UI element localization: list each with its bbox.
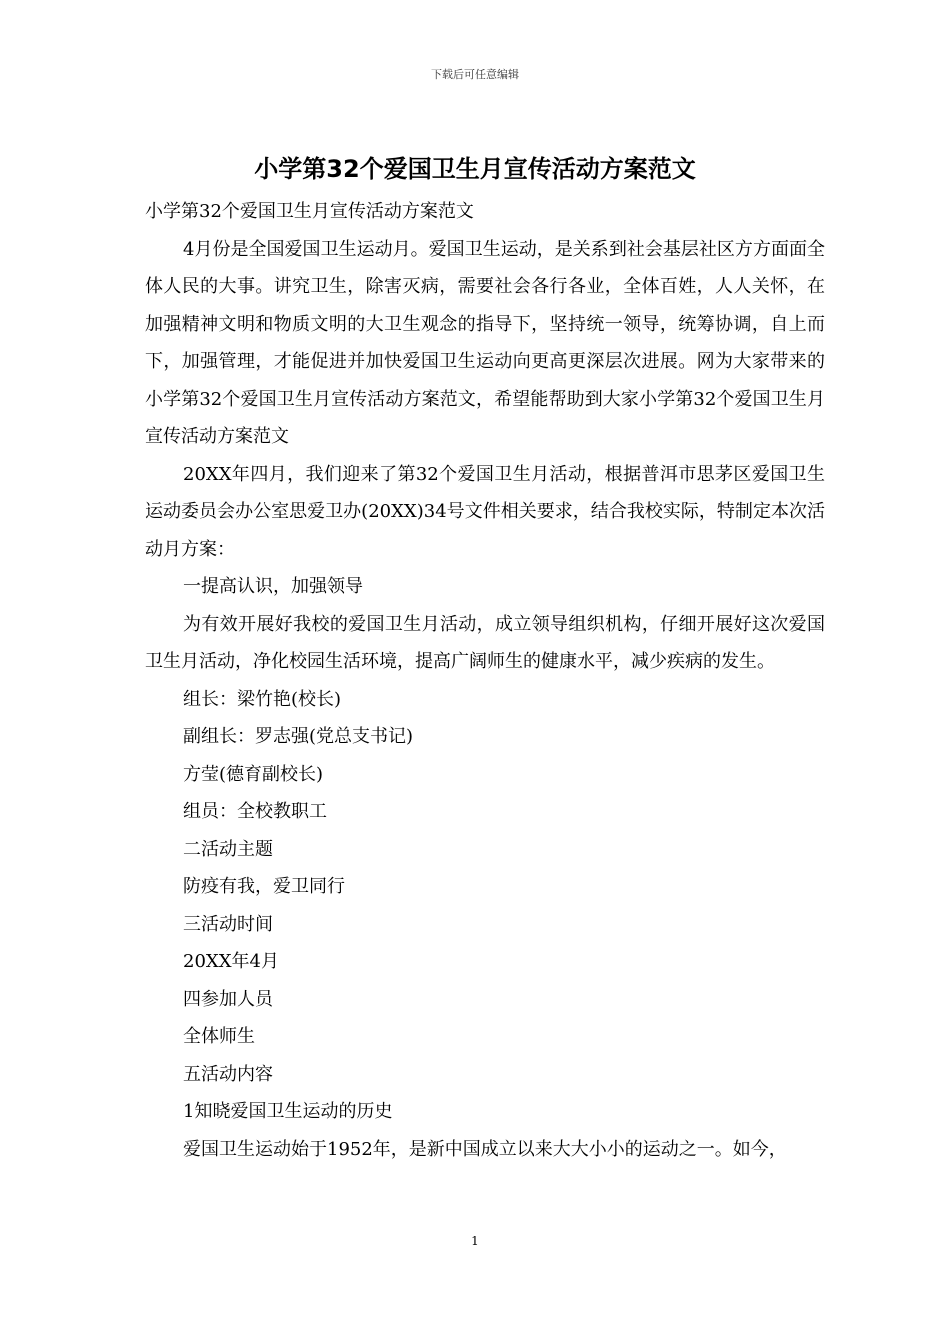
header-note: 下载后可任意编辑	[431, 68, 519, 81]
document-body	[145, 193, 825, 1168]
paragraph-time: 20XX年4月	[183, 951, 279, 972]
section-heading-3: 三活动时间	[183, 913, 273, 935]
paragraph-subtitle: 小学第32个爱国卫生月宣传活动方案范文	[145, 201, 474, 222]
subsection-heading-1: 1知晓爱国卫生运动的历史	[183, 1101, 393, 1122]
page-number: 1	[471, 1234, 479, 1248]
section-heading-5: 五活动内容	[183, 1063, 273, 1085]
list-item-members: 组员：全校教职工	[183, 801, 327, 822]
paragraph-history: 爱国卫生运动始于1952年，是新中国成立以来大大小小的运动之一。如今，	[183, 1138, 787, 1160]
list-item-deputy-leader: 副组长：罗志强(党总支书记)	[183, 726, 414, 747]
paragraph-participants: 全体师生	[183, 1026, 255, 1047]
list-item-leader: 组长：梁竹艳(校长)	[183, 688, 342, 710]
paragraph-purpose: 为有效开展好我校的爱国卫生月活动，成立领导组织机构，仔细开展好这次爱国卫生月活动，净化校园生活环境，提高广阔师生的健康水平，减少疾病的发生。	[145, 613, 825, 672]
section-heading-4: 四参加人员	[183, 988, 273, 1010]
section-heading-2: 二活动主题	[183, 838, 273, 860]
paragraph-intro: 4月份是全国爱国卫生运动月。爱国卫生运动，是关系到社会基层社区方方面面全体人民的大事。讲究卫生，除害灭病，需要社会各行各业，全体百姓，人人关怀，在加强精神文明和物质文明的大卫生观念的指导下，坚持统一领导，统筹协调，自上而下，加强管理，才能促进并加快爱国卫生运动向更高更深层次进展。网为大家带来的小学第32个爱国卫生月宣传活动方案范文，希望能帮助到大家小学第32个爱国卫生月宣传活动方案范文	[145, 238, 825, 447]
list-item-deputy-leader-2: 方莹(德育副校长)	[183, 763, 324, 785]
section-heading-1: 一提高认识，加强领导	[183, 576, 363, 597]
paragraph-background: 20XX年四月，我们迎来了第32个爱国卫生月活动，根据普洱市思茅区爱国卫生运动委员会办公室思爱卫办(20XX)34号文件相关要求，结合我校实际，特制定本次活动月方案：	[145, 463, 825, 560]
document-title: 小学第32个爱国卫生月宣传活动方案范文	[254, 155, 696, 183]
paragraph-theme: 防疫有我，爱卫同行	[183, 876, 345, 897]
